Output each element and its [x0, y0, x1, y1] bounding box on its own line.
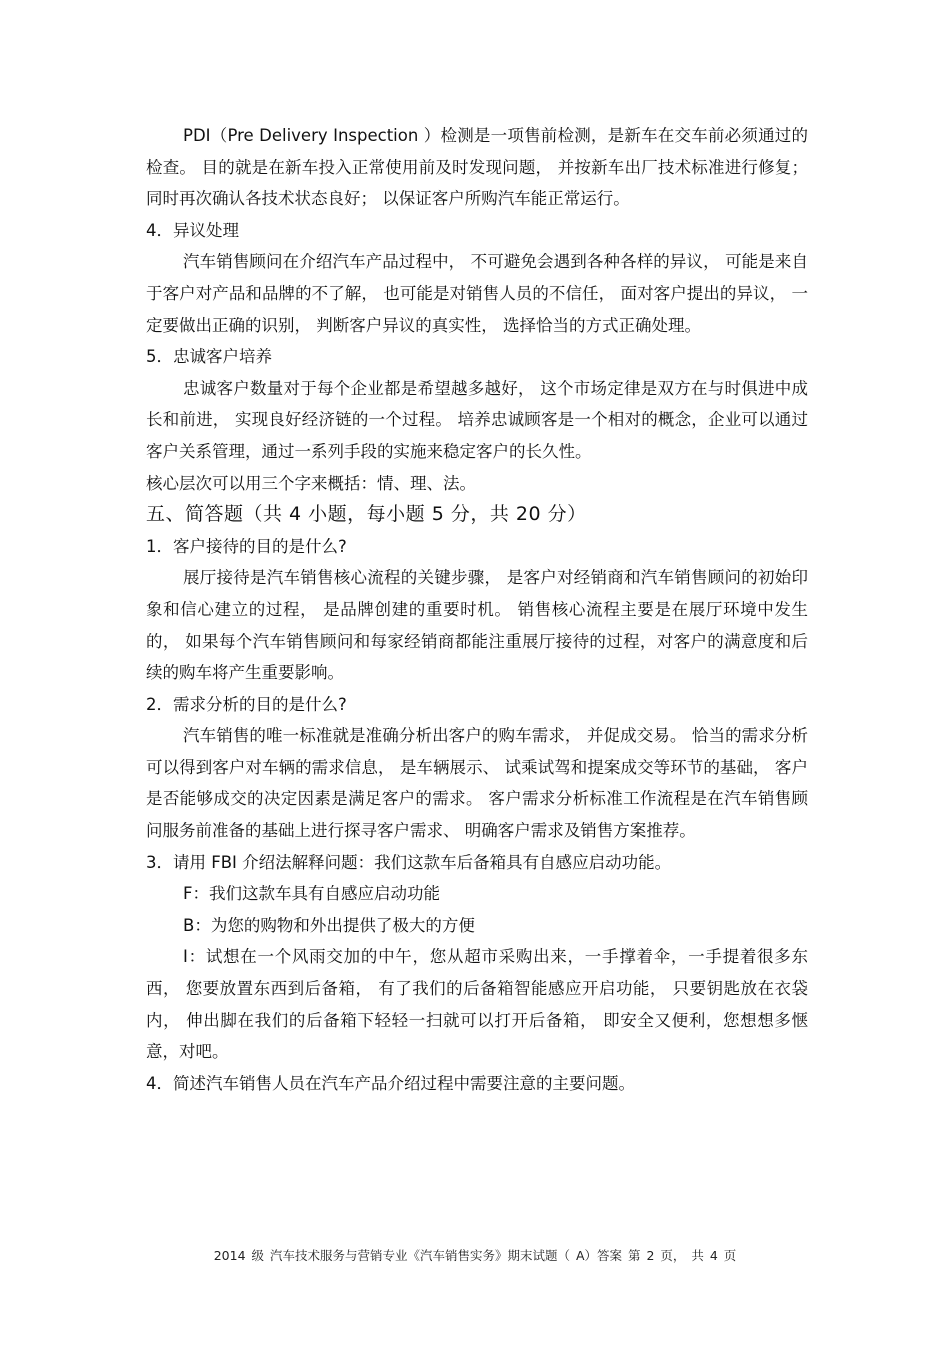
document-body — [146, 120, 808, 1099]
objection-paragraph: 汽车销售顾问在介绍汽车产品过程中， 不可避免会遇到各种各样的异议， 可能是来自于客户对产品和品牌的不了解， 也可能是对销售人员的不信任， 面对客户提出的异议， 一定要做出正确的识别， 判断客户异议的真实性， 选择恰当的方式正确处理。 — [146, 252, 808, 335]
question-2: 2．需求分析的目的是什么? — [146, 694, 347, 714]
loyal-customer-paragraph: 忠诚客户数量对于每个企业都是希望越多越好， 这个市场定律是双方在与时俱进中成长和前进， 实现良好经济链的一个过程。 培养忠诚顾客是一个相对的概念，企业可以通过客户关系管理，通过一系列手段的实施来稳定客户的长久性。 — [146, 378, 808, 461]
fbi-i: I：试想在一个风雨交加的中午，您从超市采购出来，一手撑着伞，一手提着很多东西， 您要放置东西到后备箱， 有了我们的后备箱智能感应开启功能， 只要钥匙放在衣袋内， 伸出脚在我们的后备箱下轻轻一扫就可以打开后备箱， 即安全又便利，您想想多惬意，对吧。 — [146, 947, 808, 1062]
page-footer: 2014 级 汽车技术服务与营销专业《汽车销售实务》期末试题（ A）答案 第 2 页， 共 4 页 — [213, 1248, 737, 1263]
question-4: 4．简述汽车销售人员在汽车产品介绍过程中需要注意的主要问题。 — [146, 1073, 635, 1093]
core-level-line: 核心层次可以用三个字来概括：情、理、法。 — [146, 473, 476, 493]
section-short-answer: 五、简答题（共 4 小题，每小题 5 分，共 20 分） — [146, 503, 587, 526]
answer-1: 展厅接待是汽车销售核心流程的关键步骤， 是客户对经销商和汽车销售顾问的初始印象和信心建立的过程， 是品牌创建的重要时机。 销售核心流程主要是在展厅环境中发生的， 如果每个汽车销售顾问和每家经销商都能注重展厅接待的过程，对客户的满意度和后续的购车将产生重要影响。 — [146, 568, 808, 683]
fbi-f: F：我们这款车具有自感应启动功能 — [183, 884, 440, 904]
question-1: 1．客户接待的目的是什么? — [146, 536, 347, 556]
answer-2: 汽车销售的唯一标准就是准确分析出客户的购车需求， 并促成交易。 恰当的需求分析可以得到客户对车辆的需求信息， 是车辆展示、 试乘试驾和提案成交等环节的基础， 客户是否能够成交的决定因素是满足客户的需求。 客户需求分析标准工作流程是在汽车销售顾问服务前准备的基础上进行探寻客户需求、 明确客户需求及销售方案推荐。 — [146, 726, 808, 841]
heading-loyal-customer: 5．忠诚客户培养 — [146, 347, 272, 367]
fbi-b: B：为您的购物和外出提供了极大的方便 — [183, 915, 475, 935]
pdi-paragraph: PDI（Pre Delivery Inspection ）检测是一项售前检测，是新车在交车前必须通过的检查。 目的就是在新车投入正常使用前及时发现问题， 并按新车出厂技术标准进行修复； 同时再次确认各技术状态良好； 以保证客户所购汽车能正常运行。 — [146, 126, 808, 209]
question-3: 3．请用 FBI 介绍法解释问题：我们这款车后备箱具有自感应启动功能。 — [146, 852, 672, 872]
heading-objection-handling: 4．异议处理 — [146, 220, 239, 240]
